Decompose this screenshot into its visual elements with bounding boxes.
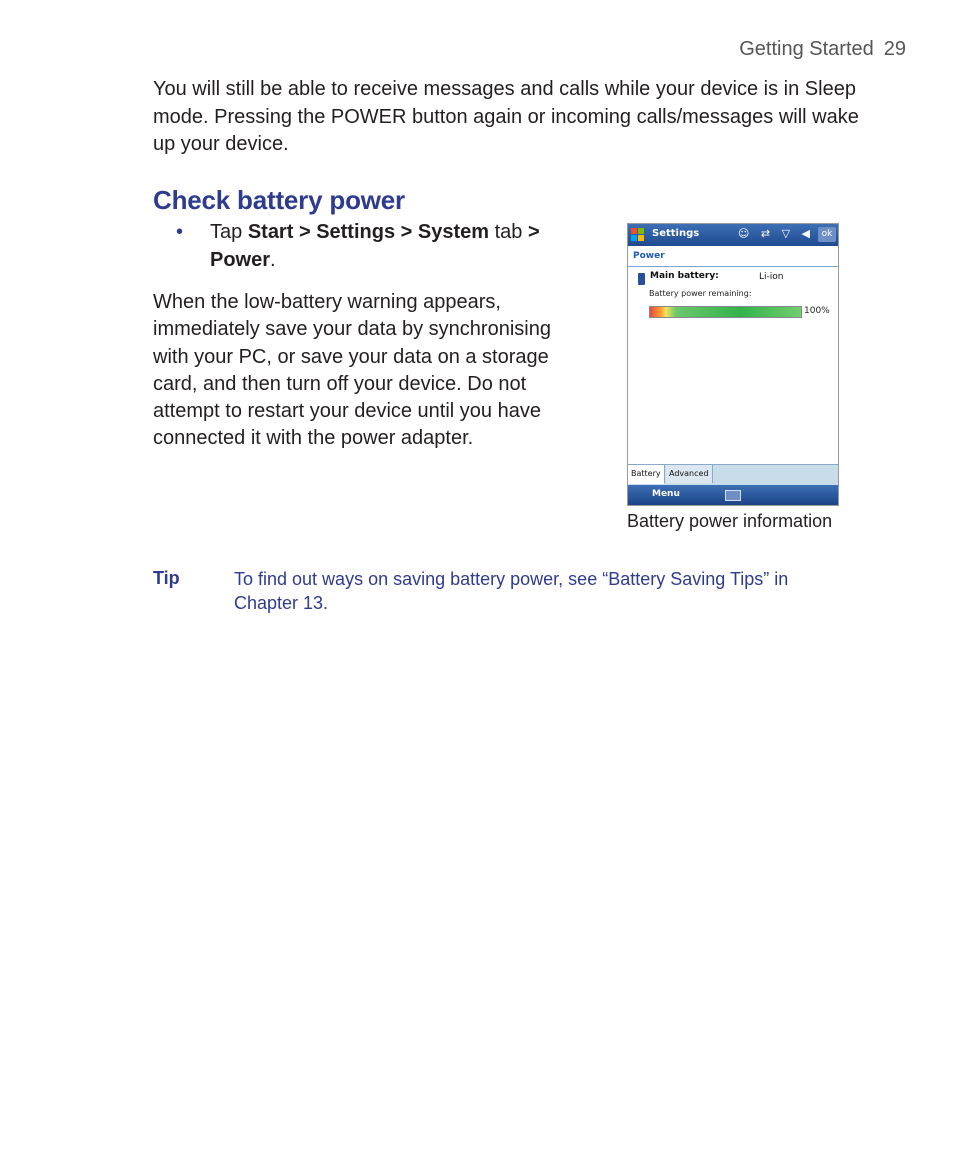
- step-settings: Settings: [316, 221, 396, 243]
- step-separator-2: >: [395, 221, 418, 243]
- instruction-prefix: Tap: [210, 221, 248, 243]
- keyboard-icon[interactable]: [725, 490, 741, 501]
- instruction-end: .: [270, 249, 276, 271]
- battery-progress-fill: [650, 307, 801, 317]
- windows-logo-icon: [631, 228, 645, 242]
- step-tab-word: tab: [489, 221, 528, 243]
- step-system: System: [417, 221, 490, 243]
- tip-text: To find out ways on saving battery power, see “Battery Saving Tips” in Chapter 13.: [234, 569, 789, 613]
- body-paragraph: When the low-battery warning appears, immediately save your data by synchronising with your PC, or save your data on a storage card, and then turn off your device. Do not attempt to restart your device until you have connected it with the power adapter.: [153, 291, 551, 450]
- tip-label: Tip: [153, 568, 180, 588]
- status-icons: ☺ ⇄ ▽ ◀: [737, 227, 814, 240]
- remaining-label: Battery power remaining:: [649, 289, 752, 298]
- figure-caption: Battery power information: [627, 511, 833, 531]
- menu-bar: [628, 485, 838, 505]
- step-start: Start: [247, 221, 294, 243]
- section-title: Check battery power: [153, 185, 405, 215]
- page-number: 29: [883, 38, 906, 60]
- tab-advanced[interactable]: Advanced: [666, 465, 713, 483]
- device-screenshot: [627, 223, 839, 506]
- screen-subheader: [628, 246, 838, 267]
- running-head: Getting Started: [739, 38, 874, 60]
- tab-strip: [628, 464, 838, 485]
- page-header: [739, 38, 906, 61]
- main-battery-label: Main battery:: [650, 271, 719, 281]
- menu-softkey[interactable]: Menu: [652, 489, 680, 499]
- step-power: Power: [210, 249, 271, 271]
- title-bar: [628, 224, 838, 246]
- intro-paragraph: You will still be able to receive messages and calls while your device is in Sleep mode. Pressing the POWER button again or incoming calls/messages will wake up your device.: [153, 78, 859, 155]
- tab-battery[interactable]: Battery: [628, 465, 665, 484]
- instruction-bullet: [170, 218, 570, 274]
- battery-icon: [638, 273, 645, 285]
- battery-percent: 100%: [804, 306, 830, 316]
- instruction-text: [210, 218, 570, 274]
- main-battery-value: Li-ion: [759, 272, 784, 282]
- battery-progress-bar: [649, 306, 802, 318]
- step-separator-3: >: [527, 221, 540, 243]
- subheader-label: Power: [633, 251, 665, 261]
- screen-title: Settings: [652, 228, 700, 239]
- bullet-dot-icon: •: [176, 221, 184, 243]
- ok-button[interactable]: ok: [818, 227, 836, 242]
- step-separator-1: >: [293, 221, 317, 243]
